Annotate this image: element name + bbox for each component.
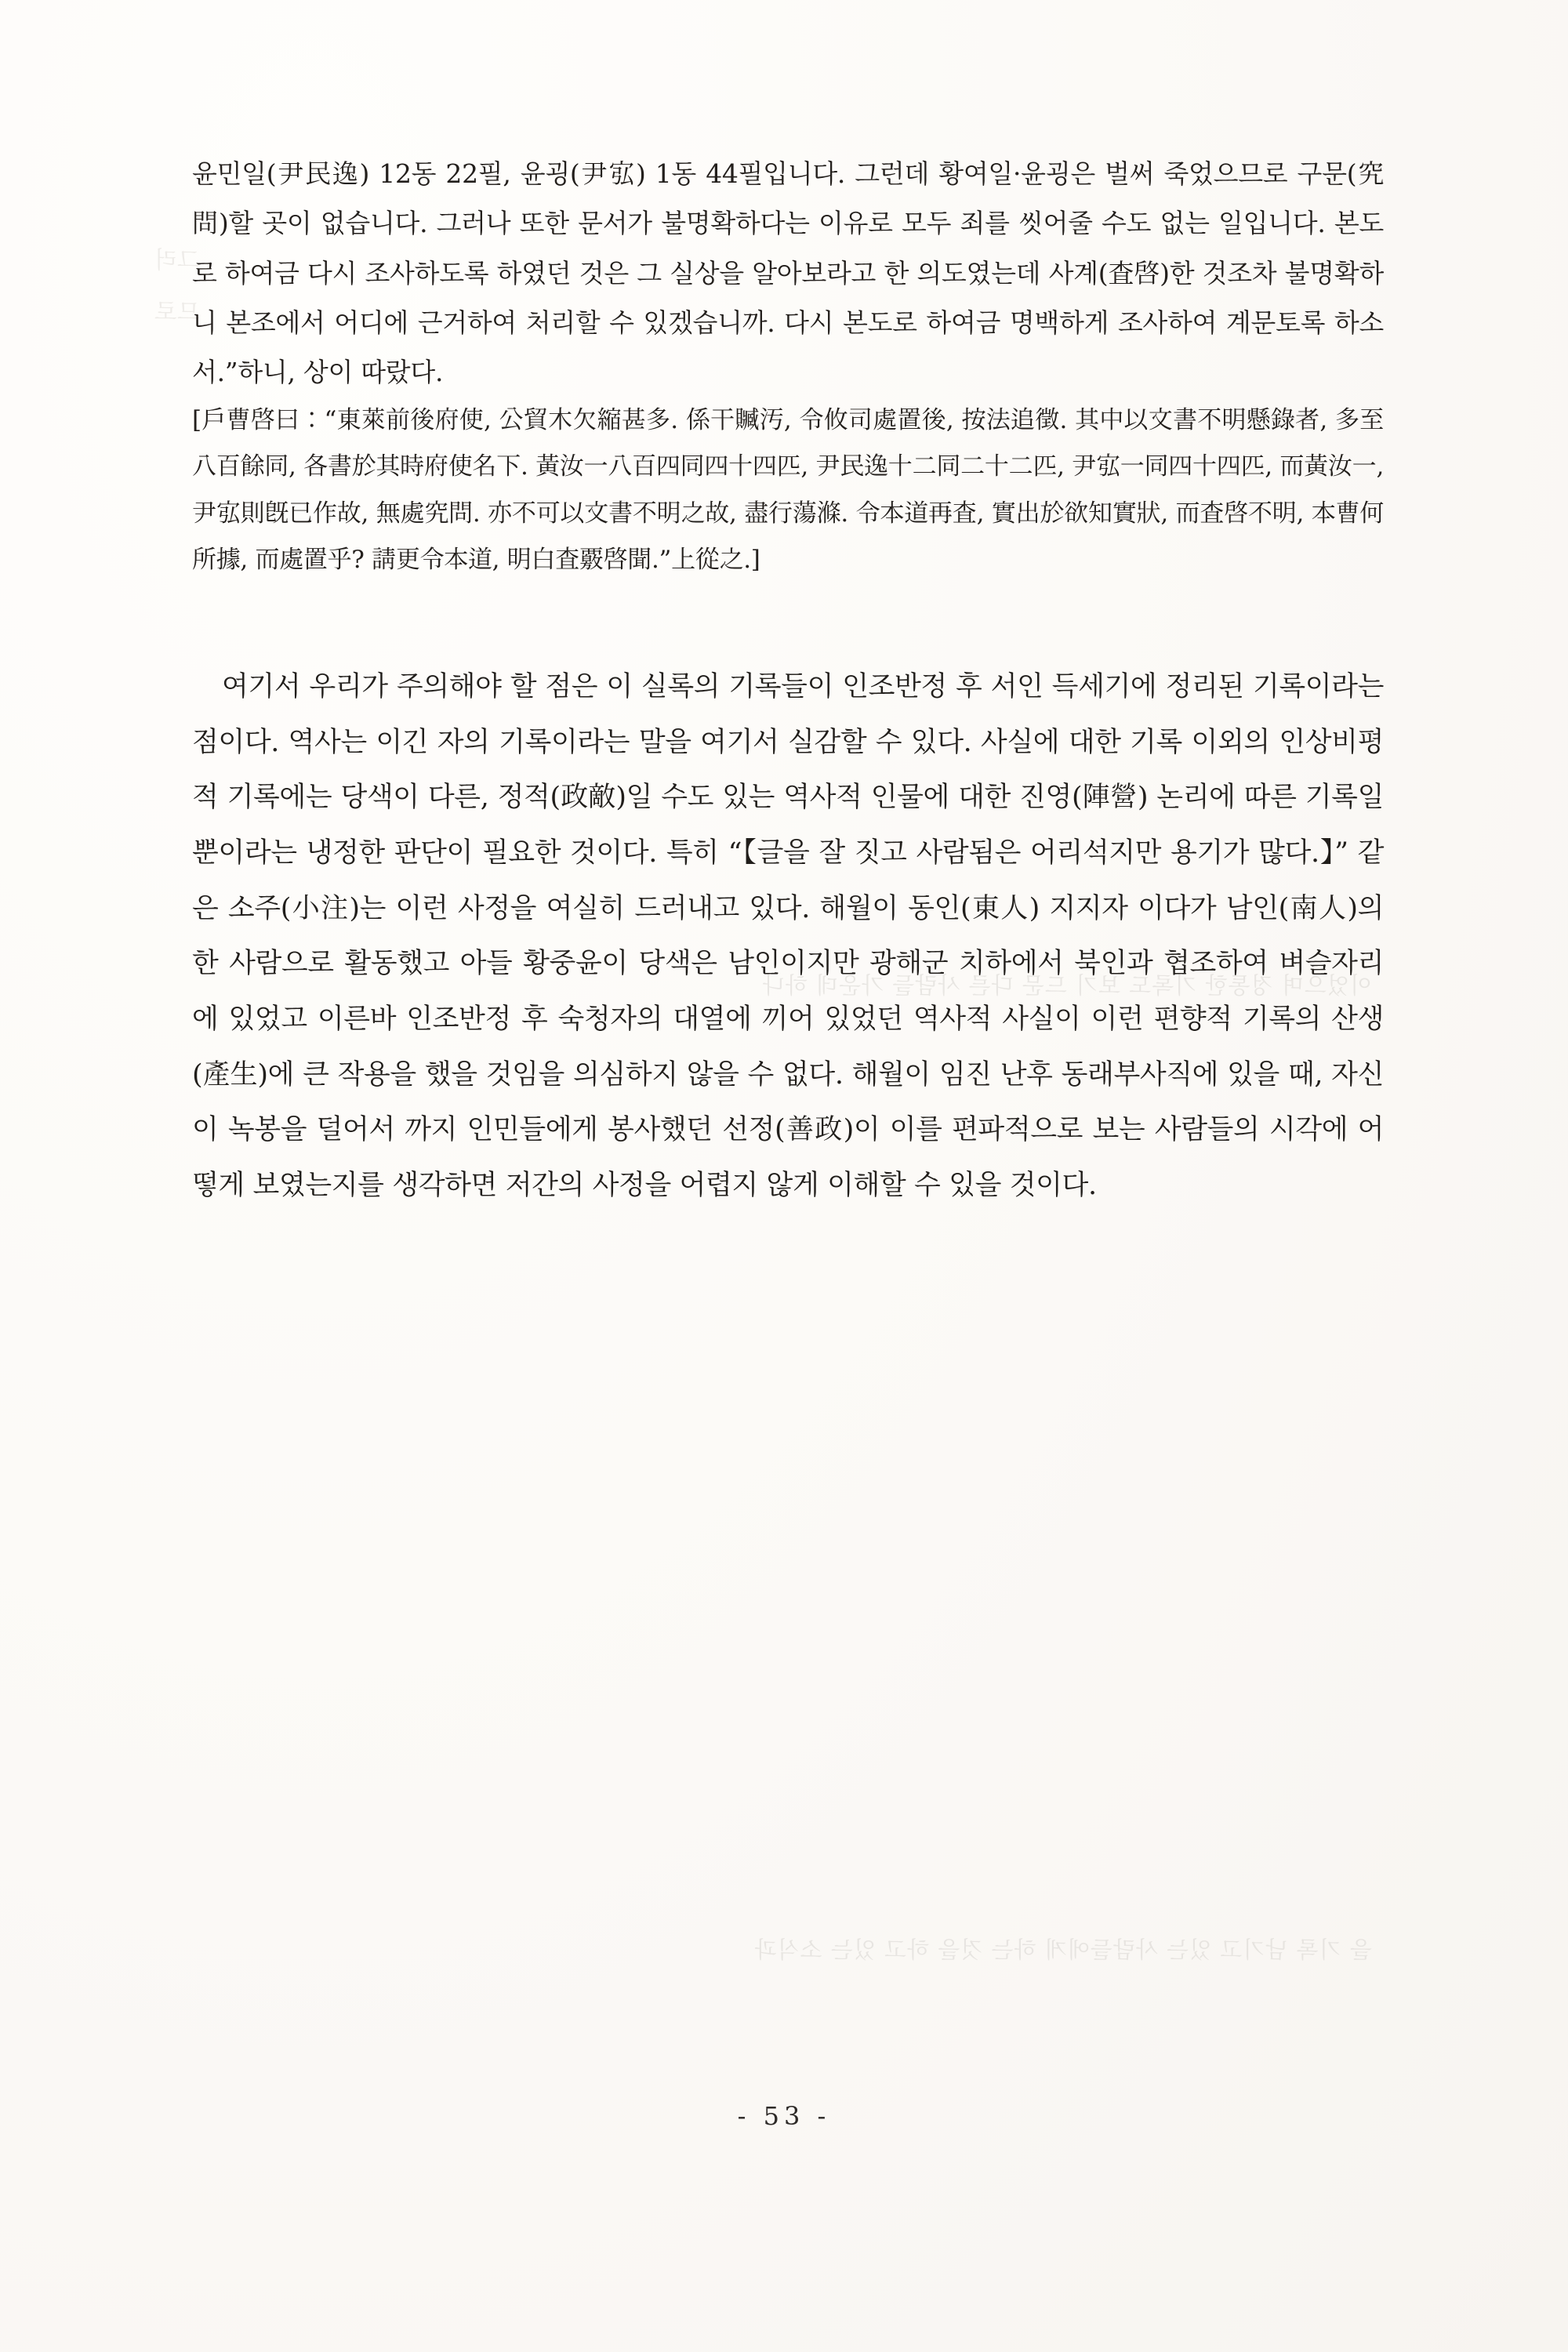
bleed-through-line-1: 이었으며 정통한 기록도 보기 드문 다른 사람들 가운데 하나 bbox=[761, 972, 1372, 999]
page-content bbox=[192, 149, 1384, 1214]
body-paragraph-block bbox=[192, 659, 1384, 1214]
body-paragraph-text: 여기서 우리가 주의해야 할 점은 이 실록의 기록들이 인조반정 후 서인 득세기에 정리된 기록이라는 점이다. 역사는 이긴 자의 기록이라는 말을 여기서 실감할 수 있다. 사실에 대한 기록 이외의 인상비평적 기록에는 당색이 다른, 정적(政敵)일 수도 있는 역사적 인물에 대한 진영(陣營) 논리에 따른 기록일 뿐이라는 냉정한 판단이 필요한 것이다. 특히 “【글을 잘 짓고 사람됨은 어리석지만 용기가 많다.】” 같은 소주(小注)는 이런 사정을 여실히 드러내고 있다. 해월이 동인(東人) 지지자 이다가 남인(南人)의 한 사람으로 활동했고 아들 황중윤이 당색은 남인이지만 광해군 치하에서 북인과 협조하여 벼슬자리에 있었고 이른바 인조반정 후 숙청자의 대열에 끼어 있었던 역사적 사실이 이런 편향적 기록의 산생(產生)에 큰 작용을 했을 것임을 의심하지 않을 수 없다. 해월이 임진 난후 동래부사직에 있을 때, 자신이 녹봉을 덜어서 까지 인민들에게 봉사했던 선정(善政)이 이를 편파적으로 보는 사람들의 시각에 어떻게 보였는지를 생각하면 저간의 사정을 어렵지 않게 이해할 수 있을 것이다. bbox=[192, 670, 1384, 1202]
bleed-through-line-2: 을 기록 남기고 있는 사람들에게 하는 것을 하고 있는 소식과 bbox=[753, 1936, 1372, 1963]
quoted-record-block bbox=[192, 149, 1384, 584]
quote-hanja-text: [戶曹啓曰：“東萊前後府使, 公貿木欠縮甚多. 係干贓汚, 令攸司處置後, 按法追徵. 其中以文書不明懸錄者, 多至八百餘同, 各書於其時府使名下. 黃汝一八百四同四十四匹, 尹民逸十二同二十二匹, 尹宖一同四十四匹, 而黃汝一, 尹宖則旣已作故, 無處究問. 亦不可以文書不明之故, 盡行蕩滌. 令本道再査, 實出於欲知實狀, 而査啓不明, 本曹何所據, 而處置乎? 請更令本道, 明白査覈啓聞.”上從之.] bbox=[192, 405, 1384, 575]
bleed-through-line-3 bbox=[196, 1976, 1372, 2002]
quote-korean-text: 윤민일(尹民逸) 12동 22필, 윤굉(尹宖) 1동 44필입니다. 그런데 황여일·윤굉은 벌써 죽었으므로 구문(究問)할 곳이 없습니다. 그러나 또한 문서가 불명확하다는 이유로 모두 죄를 씻어줄 수도 없는 일입니다. 본도로 하여금 다시 조사하도록 하였던 것은 그 실상을 알아보라고 한 의도였는데 사계(査啓)한 것조차 불명확하니 본조에서 어디에 근거하여 처리할 수 있겠습니까. 다시 본도로 하여금 명백하게 조사하여 계문토록 하소서.”하니, 상이 따랐다. bbox=[192, 158, 1384, 388]
page-number: - 53 - bbox=[737, 2101, 831, 2131]
bleed-through-left-margin: 그러므로 bbox=[154, 247, 200, 326]
